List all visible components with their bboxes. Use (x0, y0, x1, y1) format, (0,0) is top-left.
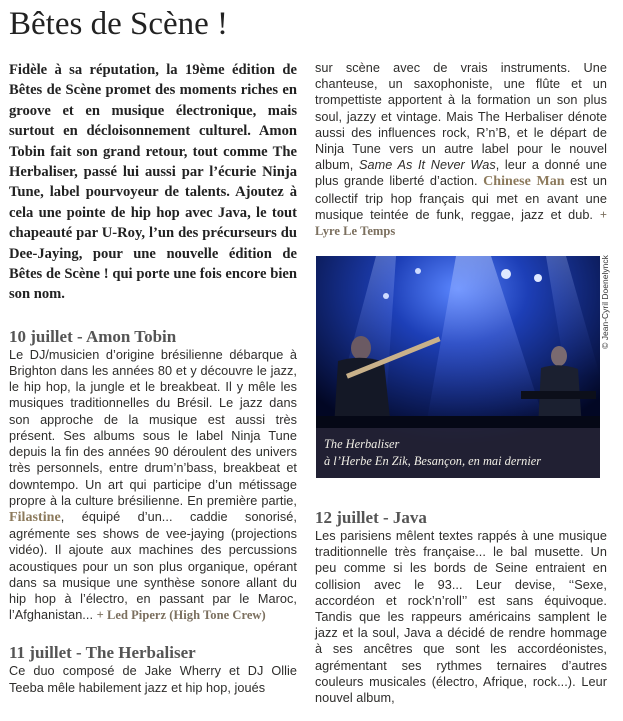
right-column-bottom (315, 508, 607, 706)
right-column-top (315, 60, 607, 239)
amon-text-a: Le DJ/musicien d’origine brésilienne débarque à Brighton dans les années 80 et y découvre le jazz, le hip hop, la jungle et le breakbeat. Il y mêle les musiques traditionnelles du Brésil. Le jazz dans son approche de la musique est aussi très présent. Ses albums sous le label Ninja Tune depuis la fin des années 90 déroulent des univers très personnels, entre drum’n’bass, breakbeat et downtempo. Un art qui participe d’un métissage propre à la culture brésilienne. En première partie, (9, 347, 297, 508)
rt-text-c: est un collectif trip hop français qui met en avant une musique teintée de funk, reggae, jazz et dub. (315, 174, 608, 222)
photo-caption (316, 428, 600, 478)
photo-credit: © Jean-Cyril Doenelynck (600, 255, 610, 349)
herbaliser-continued-text (315, 60, 607, 239)
page-title: Bêtes de Scène ! (9, 6, 228, 42)
album-title: Same As It Never Was (359, 158, 496, 173)
java-text: Les parisiens mêlent textes rappés à une musique traditionnelle très française... le bal musette. Un peu comme si les bords de Seine entraient en collision avec le 93... Leur devise, ‘‘Sexe, accordéon et rock’n’roll’’ est sans équivoque. Tandis que les rappeurs américains samplent le jazz et la soul, Java a décidé de rendre hommage à ses ancêtres que sont les accordéonistes, agrémentant ses rythmes ternaires d’autres couleurs musicales (électro, Afrique, rock...). Leur nouvel album, (315, 529, 607, 706)
band-name: Chinese Man (483, 174, 565, 190)
section-heading-herbaliser: 11 juillet - The Herbaliser (9, 643, 196, 663)
section-heading-amon-tobin: 10 juillet - Amon Tobin (9, 326, 177, 346)
caption-line-2: à l’Herbe En Zik, Besançon, en mai dernier (324, 453, 542, 468)
intro-paragraph: Fidèle à sa réputation, la 19ème édition de Bêtes de Scène promet des moments riches en groove et en musique électronique, mais surtout en décloisonnement culturel. Amon Tobin fait son grand retour, tout comme The Herbaliser, passé lui aussi par l’écurie Ninja Tune, label pourvoyeur de talents. Ajoutez à cela une pointe de hip hop avec Java, le tout chapeauté par U-Roy, l’un des précurseurs du Dee-Jaying, pour une nouvelle édition de Bêtes de Scène ! qui porte une fois encore bien son nom. (9, 62, 297, 303)
amon-tobin-text (9, 347, 297, 623)
rt-text-b: , leur a donné une plus grande liberté d’action. (315, 158, 608, 189)
caption-line-1: The Herbaliser (324, 437, 400, 451)
herbaliser-credit: + Lyre Le Temps (315, 207, 607, 239)
rt-text-a: sur scène avec de vrais instruments. Une chanteuse, un saxophoniste, une flûte et un trompettiste apportent à la formation un son plus soul, jazzy et vintage. Mais The Herbaliser dénote aussi des influences rock, R’n’B, et le départ de Ninja Tune vers un autre label pour le nouvel album, (315, 61, 607, 173)
opener-name: Filastine (9, 509, 61, 525)
concert-photo (316, 256, 600, 478)
amon-credit: + Led Piperz (High Tone Crew) (96, 608, 266, 623)
section-heading-java: 12 juillet - Java (315, 508, 427, 527)
amon-text-b: , équipé d’un... caddie sonorisé, agrémente ses shows de vee-jaying (projections vidéo). Il ajoute aux machines des percussions acoustiques pour un son plus organique, opérant dans sa musique une synthèse sonore allant du hip hop à l’électro, en passant par le Maroc, l’Afghanistan... (9, 509, 297, 623)
herbaliser-text: Ce duo composé de Jake Wherry et DJ Ollie Teeba mêle habilement jazz et hip hop, joués (9, 664, 297, 695)
left-column (9, 60, 297, 696)
